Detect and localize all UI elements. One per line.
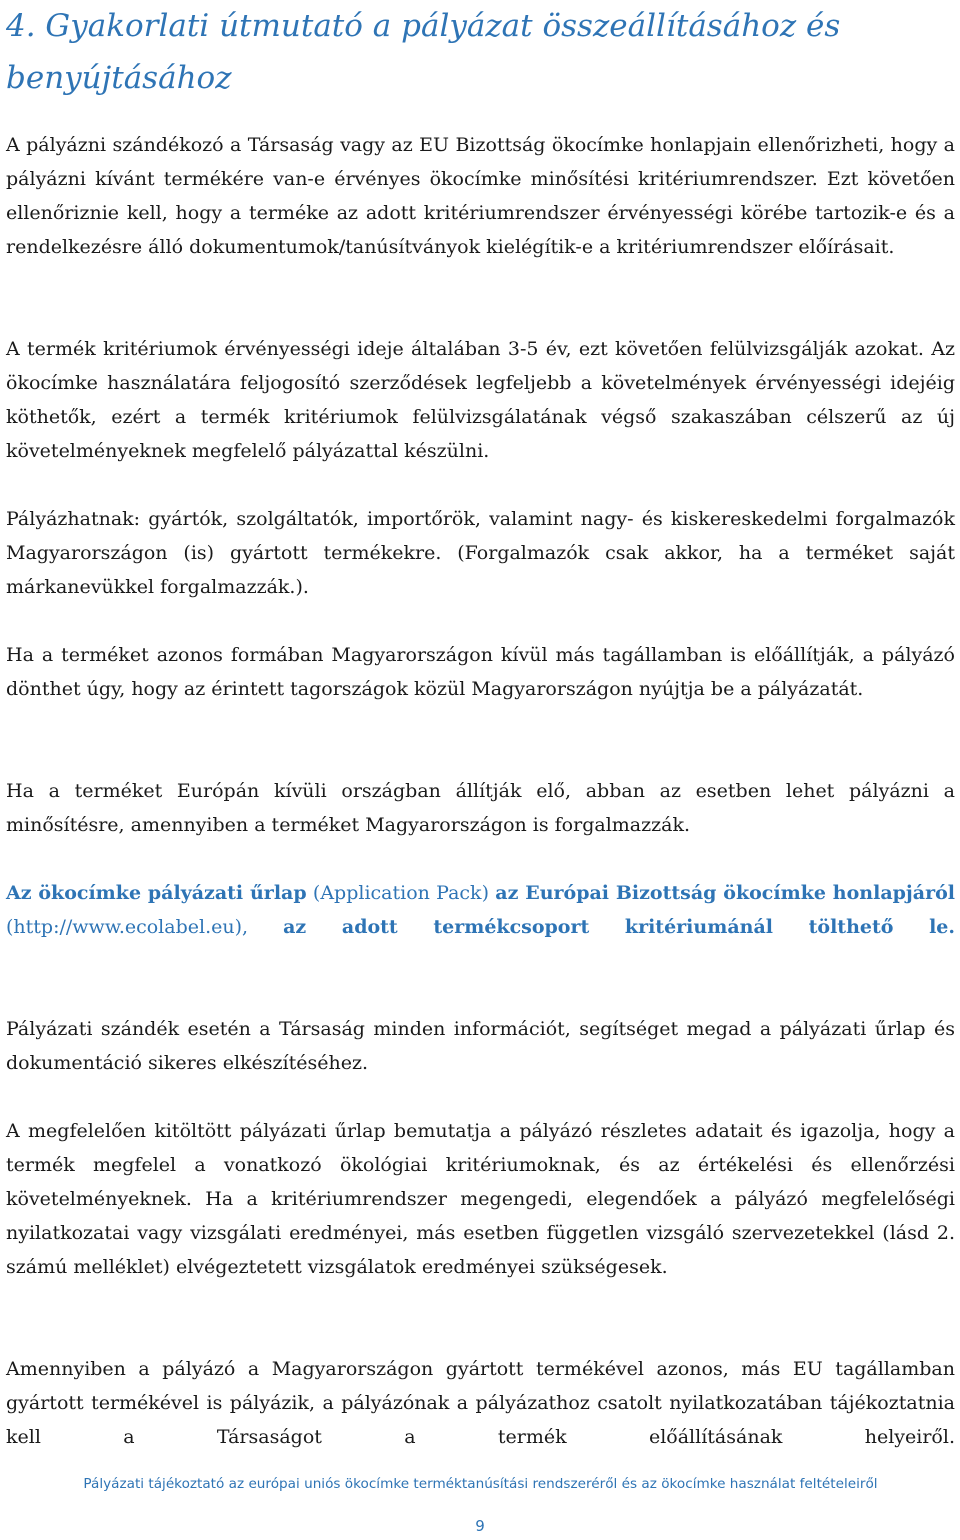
download-instruction-text: az adott termékcsoport kritériumánál tölthető le. <box>283 916 955 938</box>
paragraph-other-member-state: Ha a terméket azonos formában Magyarországon kívül más tagállamban is előállítják, a pályázó dönthet úgy, hogy az érintett tagországok közül Magyarországon nyújtja be a pályázatát. <box>6 644 955 700</box>
paragraph-criteria-check: A pályázni szándékozó a Társaság vagy az EU Bizottság ökocímke honlapjain ellenőrizheti, hogy a pályázni kívánt termékére van-e érvényes ökocímke minősítési kritériumrendszer. Ezt követően ellenőrizniе kell, hogy a terméke az adott kritériumrendszer érvényességi körébe tartozik-e és a rendelkezésre álló dokumentumok/tanúsítványok kielégítik-e a kritériumrendszer előírásait. <box>6 134 955 258</box>
paragraph-society-help: Pályázati szándék esetén a Társaság minden információt, segítséget megad a pályázati űrlap és dokumentáció sikeres elkészítéséhez. <box>6 1018 955 1074</box>
page-footer: Pályázati tájékoztató az európai uniós ökocímke terméktanúsítási rendszeréről és az ökocímke használat feltételeiről <box>83 1476 878 1492</box>
application-form-text: Az ökocímke pályázati űrlap <box>6 882 307 904</box>
section-heading: 4. Gyakorlati útmutató a pályázat összeállításához és benyújtásához <box>6 8 841 96</box>
ecolabel-url-link[interactable]: (http://www.ecolabel.eu), <box>6 916 284 938</box>
commission-website-text: az Európai Bizottság ökocímke honlapjáról <box>495 882 955 904</box>
application-pack-text: (Application Pack) <box>306 882 496 904</box>
paragraph-eligible-applicants: Pályázhatnak: gyártók, szolgáltatók, importőrök, valamint nagy- és kiskereskedelmi forgalmazók Magyarországon (is) gyártott termékekre. (Forgalmazók csak akkor, ha a terméket saját márkanevükkel forgalmazzák.). <box>6 508 955 598</box>
paragraph-validity: A termék kritériumok érvényességi ideje általában 3-5 év, ezt követően felülvizsgálják azokat. Az ökocímke használatára feljogosító szerződések legfeljebb a követelmények érvényességi idejéig köthetők, ezért a termék kritériumok felülvizsgálatának végső szakaszában célszerű az új követelményeknek megfelelő pályázattal készülni. <box>6 338 955 462</box>
paragraph-multiple-member-states: Amennyiben a pályázó a Magyarországon gyártott termékével azonos, más EU tagállamban gyártott termékével is pályázik, a pályázónak a pályázathoz csatolt nyilatkozatában tájékoztatnia kell a Társaságot a termék előállításának helyeiről. <box>6 1358 955 1448</box>
paragraph-outside-europe: Ha a terméket Európán kívüli országban állítják elő, abban az esetben lehet pályázni a minősítésre, amennyiben a terméket Magyarországon is forgalmazzák. <box>6 780 955 836</box>
page-number: 9 <box>475 1517 485 1535</box>
paragraph-application-pack <box>6 876 955 944</box>
paragraph-completed-form: A megfelelően kitöltött pályázati űrlap bemutatja a pályázó részletes adatait és igazolja, hogy a termék megfelel a vonatkozó ökológiai kritériumoknak, és az értékelési és ellenőrzési követelményeknek. Ha a kritériumrendszer megengedi, elegendőek a pályázó megfelelőségi nyilatkozatai vagy vizsgálati eredményei, más esetben független vizsgáló szervezetekkel (lásd 2. számú melléklet) elvégeztetett vizsgálatok eredményei szükségesek. <box>6 1120 955 1278</box>
